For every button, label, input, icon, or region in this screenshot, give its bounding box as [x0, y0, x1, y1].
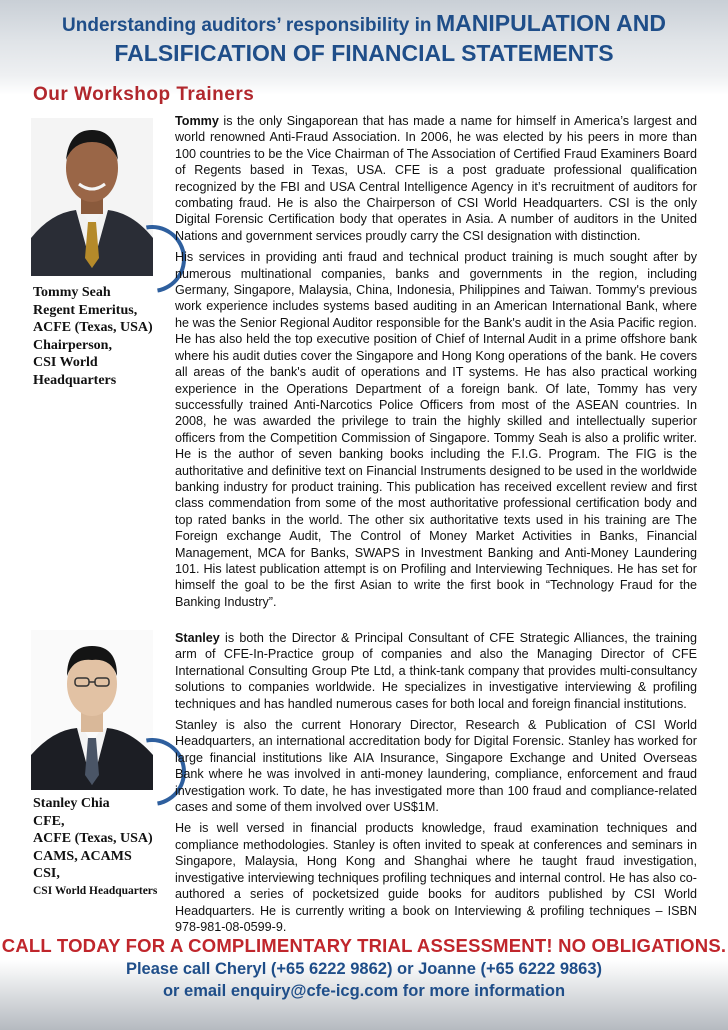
trainer-title-line: ACFE (Texas, USA)	[33, 320, 153, 335]
trainer-title-line: Headquarters	[33, 372, 117, 388]
bio-text: is both the Director & Principal Consultant of CFE Strategic Alliances, the training arm of CFE-In-Practice group of companies and also the Managing Director of CFE International Consulting Group Pte Ltd, a think-tank company that provides multi-consultancy solutions to companies worldwide. He specializes in investigative interviewing & profiling techniques and has handled numerous cases for both local and foreign financial institutions.	[175, 631, 697, 711]
header-banner	[0, 0, 728, 84]
bio-paragraph	[175, 113, 697, 244]
trainer-bio-tommy	[175, 113, 697, 615]
trainer-title-line: Chairperson,	[33, 337, 112, 353]
bio-paragraph: He is well versed in financial products knowledge, fraud examination techniques and compliance methodologies. Stanley is often invited to speak at conferences and seminars in Singapore, Malaysia, Hong Kong and Shanghai where he taught fraud investigation, investigative interviewing techniques profiling techniques and internal control. He has also co-authored a series of pocketsized guide books for auditors published by CSI World Headquarters. He is currently writing a book on Interviewing & profiling techniques – ISBN 978-981-08-0599-9.	[175, 821, 697, 934]
trainer-bio-stanley	[175, 630, 697, 940]
header-line-2: FALSIFICATION OF FINANCIAL STATEMENTS	[114, 40, 614, 66]
trainer-title-line: CFE,	[33, 813, 65, 829]
trainer-name: Tommy Seah	[33, 285, 111, 300]
header-line-1	[0, 10, 728, 37]
trainer-title-line: CAMS, ACAMS	[33, 848, 132, 864]
bio-paragraph: Stanley is also the current Honorary Director, Research & Publication of CSI World Headquarters, an international accreditation body for Digital Forensic. Stanley has worked for large financial institutions like AIA Insurance, Singapore Exchange and United Overseas Bank where he was involved in anti-money laundering, compliance, enforcement and fraud investigation work. To date, he has investigated more than 100 fraud and compliance-related cases and some of them involved over US$1M.	[175, 718, 697, 815]
trainer-name: Stanley Chia	[33, 796, 110, 811]
bio-paragraph	[175, 630, 697, 712]
trainer-title-line: CSI World Headquarters	[33, 884, 158, 897]
bio-lead-name: Tommy	[175, 114, 219, 128]
bio-lead-name: Stanley	[175, 631, 220, 645]
bio-text: is the only Singaporean that has made a name for himself in America’s largest and world renowned Anti-Fraud Association. In 2006, he was elected by his peers in more than 100 countries to be the Vice Chairman of The Association of Certified Fraud Examiners Board of Regents based in Texas, USA. CFE is a post graduate professional qualification recognized by the FBI and USA Central Intelligence Agency in it’s recruitment of auditors for combating fraud. He is also the Chairperson of CSI World Headquarters. CSI is the only Digital Forensic Certification body that operates in Asia. A number of auditors in the United Nations and government services proudly carry the CSI designation with distinction.	[175, 114, 697, 243]
trainer-title-line: CSI,	[33, 866, 60, 881]
call-to-action: CALL TODAY FOR A COMPLIMENTARY TRIAL ASSESSMENT! NO OBLIGATIONS.	[1, 935, 727, 956]
bio-paragraph: His services in providing anti fraud and technical product training is much sought after by numerous multinational companies, banks and governments in the region, including Germany, Singapore, Malaysia, China, Indonesia, Philippines and Taiwan. Tommy's previous work experience includes systems based auditing in an American International Bank, where he was the Senior Regional Auditor responsible for the Bank's audit in the Asia Pacific region. He has also held the top executive position of Chief of Internal Audit in a prime offshore bank where his audit duties cover the Singapore and Hong Kong operations of the bank. He covers all areas of the bank's audit of operations and IT systems. He has also practical working experience in the Operations Department of a foreign bank. Of late, Tommy has very successfully trained Anti-Narcotics Police Officers from most of the ASEAN countries. In 2008, he was awarded the privilege to train the highly skilled and intellectually superior officers from the Competition Commission of Singapore. Tommy Seah is also a prolific writer. He is the author of seven banking books including the F.I.G. Program. The FIG is the authoritative and definitive text on Financial Instruments designed to be used in the worldwide banking industry for product training. This publication has received excellent review and first class commendation from some of the most authoritative professional certification body and top rated banks in the world. The other six authoritative texts used in his training are The Foreign exchange Audit, The Control of Money Market Activities in Banks, Financial Management, MCA for Banks, SWAPS in Investment Banking and Anti-Money Laundering 101. His latest publication attempt is on Profiling and Interviewing Techniques. He has set for himself the goal to be the first Asian to write the first book in “Technology Fraud for the Banking Industry”.	[175, 250, 697, 609]
contact-email-line: or email enquiry@cfe-icg.com for more information	[162, 982, 566, 1000]
header-prefix: Understanding auditors’ responsibility in	[62, 15, 432, 36]
trainer-title-line: ACFE (Texas, USA)	[33, 831, 153, 846]
header-emphasis: MANIPULATION AND	[435, 10, 666, 36]
section-title: Our Workshop Trainers	[33, 84, 255, 105]
trainer-title-line: Regent Emeritus,	[33, 302, 138, 318]
trainer-title-line: CSI World	[33, 355, 98, 370]
trainer-name-block-stanley	[33, 795, 157, 900]
contact-phone-line: Please call Cheryl (+65 6222 9862) or Joanne (+65 6222 9863)	[125, 960, 603, 978]
trainer-name-block-tommy	[33, 284, 153, 389]
